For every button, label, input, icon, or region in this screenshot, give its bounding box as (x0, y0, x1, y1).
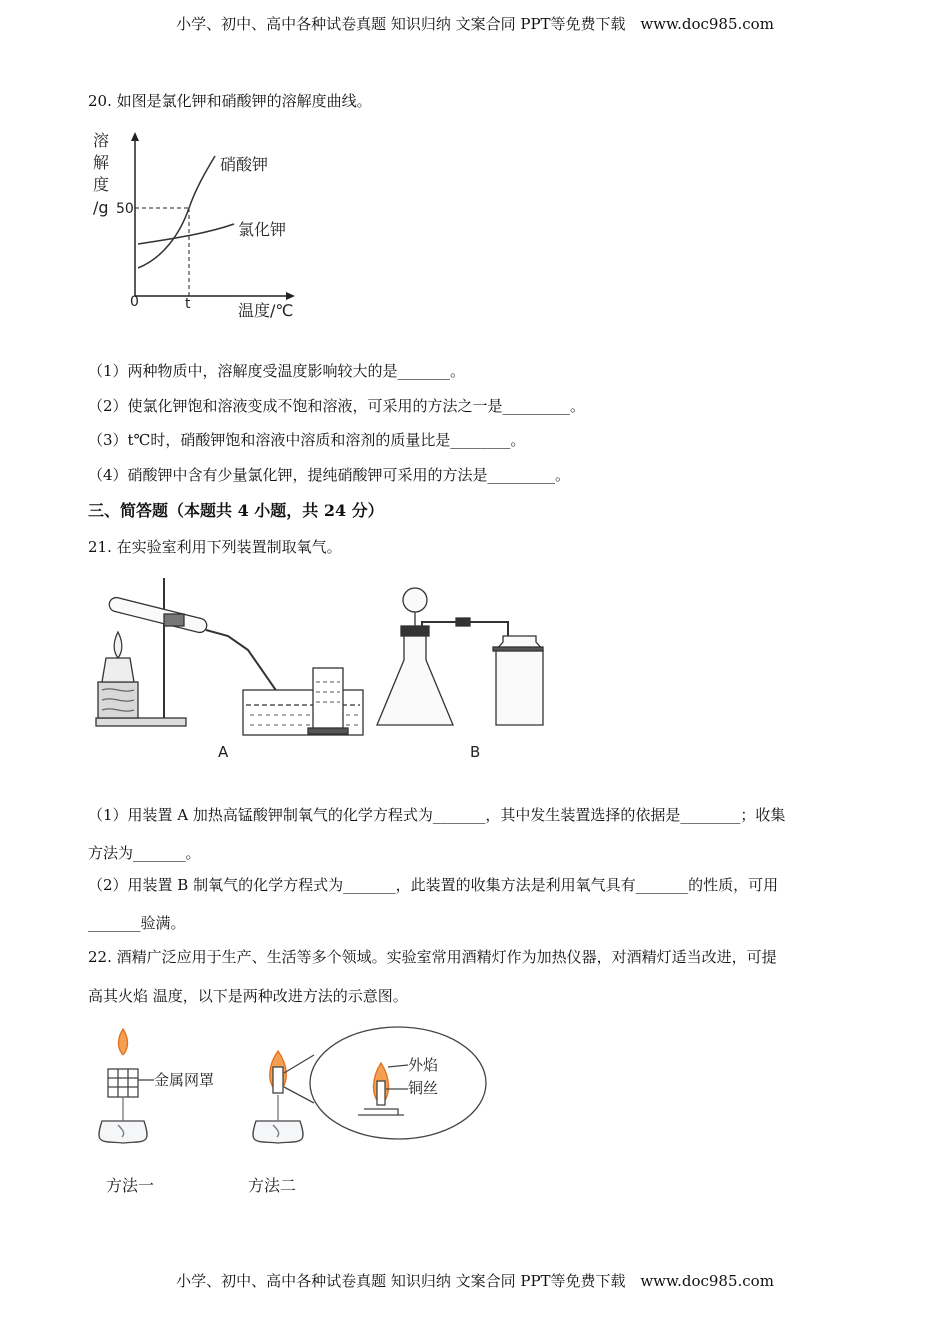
stand-base (96, 718, 186, 726)
series-line-kcl (138, 224, 234, 244)
method-two-lamp (253, 1027, 486, 1143)
q20-sub2: （2）使氯化钾饱和溶液变成不饱和溶液，可采用的方法之一是_________。 (88, 397, 586, 415)
page-header (0, 13, 950, 34)
series-label-kno3: 硝酸钾 (220, 155, 269, 174)
bottle-shelf (308, 728, 348, 734)
series-line-kno3 (138, 156, 215, 268)
q21-sub2-line1: （2）用装置 B 制氧气的化学方程式为_______，此装置的收集方法是利用氧气具有_______的性质，可用 (88, 876, 779, 894)
test-tube (108, 596, 208, 634)
q21-sub1-line1: （1）用装置 A 加热高锰酸钾制氧气的化学方程式为_______，其中发生装置选择的依据是________；收集 (88, 806, 786, 824)
x-axis-arrow (286, 292, 295, 300)
metal-mesh (108, 1069, 138, 1097)
footer-url[interactable]: www.doc985.com (640, 1272, 774, 1290)
lamp-flame (114, 632, 122, 658)
ylabel-char: 度 (93, 175, 110, 194)
magnified-bubble (310, 1027, 486, 1139)
bottle-cover (493, 647, 543, 651)
q22-line2: 高其火焰 温度，以下是两种改进方法的示意图。 (88, 987, 408, 1005)
tube-joint (456, 618, 470, 626)
q21-sub1-line2: 方法为_______。 (88, 844, 201, 862)
ylabel-char: 解 (93, 153, 110, 172)
label-outer-flame: 外焰 (408, 1056, 439, 1074)
footer-text: 小学、初中、高中各种试卷真题 知识归纳 文案合同 PPT等免费下载 (176, 1272, 626, 1290)
x-tick-label: t (185, 296, 191, 312)
caption-method-two: 方法二 (248, 1176, 297, 1195)
flask-stopper (401, 626, 429, 636)
alcohol-lamp (102, 658, 134, 682)
caption-method-one: 方法一 (106, 1176, 155, 1195)
label-copper-wire: 铜丝 (408, 1079, 439, 1097)
conical-flask (377, 630, 453, 725)
ylabel-char: 溶 (93, 131, 110, 150)
copper-wire (273, 1067, 283, 1093)
label-metal-mesh: 金属网罩 (154, 1071, 215, 1089)
q20-title: 20. 如图是氯化钾和硝酸钾的溶解度曲线。 (88, 92, 372, 110)
clamp (164, 614, 184, 626)
section3-title: 三、简答题（本题共 4 小题，共 24 分） (88, 501, 384, 520)
q20-sub1: （1）两种物质中，溶解度受温度影响较大的是_______。 (88, 362, 466, 380)
apparatus-b (377, 588, 543, 725)
q20-sub4: （4）硝酸钾中含有少量氯化钾，提纯硝酸钾可采用的方法是_________。 (88, 466, 571, 484)
q20-sub3: （3）t℃时，硝酸钾饱和溶液中溶质和溶剂的质量比是________。 (88, 431, 526, 449)
collection-bottle (313, 668, 343, 730)
x-axis-label: 温度/℃ (238, 301, 294, 320)
funnel-bulb (403, 588, 427, 612)
origin-label: 0 (130, 294, 139, 310)
page-footer (0, 1270, 950, 1291)
y-axis-label (93, 131, 109, 217)
lamp-methods-figure (88, 1025, 508, 1200)
y-tick-label: 50 (116, 201, 134, 217)
method-one-lamp (99, 1029, 154, 1143)
wire-zoom (377, 1081, 385, 1105)
figure-label-a: A (218, 743, 229, 761)
header-url[interactable]: www.doc985.com (640, 15, 774, 33)
ylabel-char: /g (93, 198, 109, 217)
figure-label-b: B (470, 743, 481, 761)
callout-line-bottom (284, 1087, 314, 1103)
header-text: 小学、初中、高中各种试卷真题 知识归纳 文案合同 PPT等免费下载 (176, 15, 626, 33)
series-label-kcl: 氯化钾 (238, 220, 287, 239)
apparatus-figure (88, 570, 568, 765)
q21-title: 21. 在实验室利用下列装置制取氧气。 (88, 538, 342, 556)
flame-one (118, 1029, 127, 1055)
y-axis-arrow (131, 132, 139, 141)
solubility-chart (88, 126, 328, 326)
apparatus-a (96, 578, 363, 735)
q22-line1: 22. 酒精广泛应用于生产、生活等多个领域。实验室常用酒精灯作为加热仪器，对酒精灯适当改进，可提 (88, 948, 777, 966)
callout-line-top (284, 1055, 314, 1073)
q21-sub2-line2: _______验满。 (88, 914, 186, 932)
